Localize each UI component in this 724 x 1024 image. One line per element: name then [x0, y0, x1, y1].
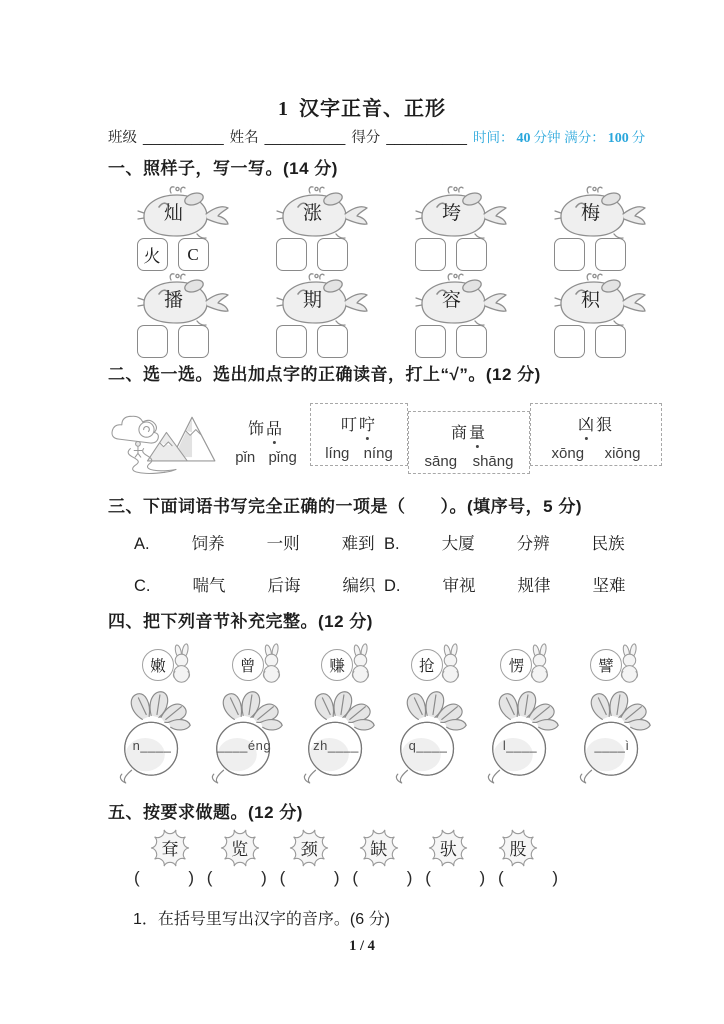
initial-box — [178, 325, 209, 358]
radical-box — [276, 238, 307, 271]
whale-character: 灿 — [163, 203, 183, 224]
badge-character: 览 — [231, 839, 249, 859]
time-unit: 分钟 — [533, 130, 561, 145]
word-char: 商 — [450, 425, 469, 442]
answer-parentheses — [352, 868, 412, 888]
word-with-dot — [409, 420, 529, 443]
section3-heading: 三、下面词语书写完全正确的一项是（ ）。(填序号，5 分) — [108, 497, 582, 516]
whale-item — [403, 184, 521, 269]
pinyin-options — [311, 445, 407, 462]
whale-character: 期 — [302, 290, 322, 311]
pinyin-option: pǐng — [268, 449, 297, 466]
option-word: 大厦 — [441, 535, 475, 553]
radish-icon — [296, 688, 384, 786]
pinyin-group — [408, 411, 530, 474]
option-word: 一则 — [266, 535, 300, 553]
whale-icon — [413, 271, 513, 329]
initial-box — [595, 325, 626, 358]
flower-badge-icon — [212, 822, 268, 874]
syllable-blank: n____ — [132, 738, 172, 753]
word-char: 饰 — [247, 421, 266, 438]
whale-item — [403, 271, 521, 356]
pinyin-options — [222, 449, 310, 466]
section1-heading: 一、照样子，写一写。(14 分) — [108, 159, 338, 178]
whale-character: 梅 — [580, 203, 600, 224]
radical-box — [276, 325, 307, 358]
whale-character: 播 — [163, 290, 183, 311]
initial-box — [317, 238, 348, 271]
pinyin-option: sāng — [424, 453, 458, 470]
whale-character: 容 — [441, 290, 461, 311]
name-label: 姓名 — [229, 130, 259, 146]
character-with-rabbit — [232, 640, 296, 690]
syllable-character: 抢 — [411, 649, 443, 681]
syllable-blank: q____ — [408, 738, 448, 753]
syllable-blank: zh____ — [313, 738, 359, 753]
whale-item — [542, 271, 660, 356]
answer-boxes — [415, 325, 521, 358]
radical-box — [137, 238, 168, 271]
mountain-scene-icon — [104, 404, 226, 478]
lesson-number: 1 — [278, 98, 289, 120]
name-blank: __________ — [264, 130, 346, 146]
option-word: 喘气 — [192, 577, 226, 595]
answer-boxes — [554, 325, 660, 358]
option-word: 分辨 — [516, 535, 550, 553]
pinyin-option: shāng — [472, 453, 514, 470]
whale-icon — [552, 271, 652, 329]
initial-box — [178, 238, 209, 271]
badge-character: 颈 — [300, 839, 318, 859]
whale-icon — [413, 184, 513, 242]
choice-option-c — [134, 572, 384, 596]
section4-heading: 四、把下列音节补充完整。(12 分) — [108, 612, 373, 631]
radish-syllables-row — [112, 688, 660, 786]
word-char: 狠 — [596, 417, 615, 434]
answer-boxes — [137, 325, 243, 358]
badge-character: 缺 — [370, 839, 388, 859]
class-blank: __________ — [143, 130, 224, 146]
whale-icon — [552, 184, 652, 242]
flower-badge-icon — [281, 822, 337, 874]
paren-close: ) — [479, 868, 486, 887]
whale-icon — [135, 184, 235, 242]
word-with-dot — [531, 412, 661, 435]
word-with-dot — [311, 412, 407, 435]
pinyin-options — [531, 445, 661, 462]
badge-character: 股 — [509, 839, 527, 859]
time-value: 40 — [516, 131, 531, 146]
character-with-rabbit — [142, 640, 206, 690]
paren-close: ) — [188, 868, 194, 887]
whale-icon — [135, 271, 235, 329]
badge-character: 驮 — [439, 839, 457, 859]
radical-box — [415, 238, 446, 271]
page-number: 1 / 4 — [349, 938, 375, 954]
word-char-dotted: 量 — [469, 420, 487, 443]
class-label: 班级 — [108, 130, 137, 146]
whale-exercise-grid — [114, 184, 670, 356]
radical-box — [554, 325, 585, 358]
pinyin-group — [530, 403, 662, 466]
character-with-rabbit — [500, 640, 564, 690]
paren-open: ( — [206, 868, 213, 887]
whale-item — [125, 184, 243, 269]
paren-open: ( — [425, 868, 431, 887]
word-char-dotted: 咛 — [359, 412, 377, 435]
option-word: 编织 — [342, 577, 376, 595]
option-word: 难到 — [341, 535, 375, 553]
paren-close: ) — [552, 868, 558, 887]
choice-row — [134, 530, 662, 554]
initial-box — [456, 325, 487, 358]
word-char: 叮 — [340, 417, 359, 434]
flower-badge-icon — [490, 822, 546, 874]
whale-icon — [274, 271, 374, 329]
initial-box — [456, 238, 487, 271]
pinyin-choice-zone — [104, 398, 660, 488]
paren-open: ( — [497, 868, 504, 887]
syllable-character: 愣 — [500, 649, 532, 681]
time-fullmark-note — [473, 126, 645, 147]
paren-open: ( — [134, 868, 140, 887]
pinyin-group — [222, 411, 310, 474]
character-with-rabbit — [321, 640, 385, 690]
answer-boxes — [137, 238, 243, 271]
initial-box — [317, 325, 348, 358]
subquestion-1: 1．在括号里写出汉字的音序。(6 分) — [133, 911, 390, 928]
flower-badge-icon — [420, 822, 476, 874]
syllable-blank: ____éng — [216, 738, 272, 753]
initial-value: C — [187, 244, 199, 264]
syllable-blank: ____ì — [594, 738, 630, 753]
choice-row — [134, 572, 662, 596]
option-word: 饲养 — [191, 535, 225, 553]
pinyin-groups — [222, 398, 662, 474]
word-with-dot — [222, 416, 310, 439]
whale-item — [542, 184, 660, 269]
syllable-character: 赚 — [321, 649, 353, 681]
syllable-characters-row — [142, 640, 654, 690]
pinyin-option: xōng — [551, 445, 585, 462]
section2-heading: 二、选一选。选出加点字的正确读音，打上“√”。(12 分) — [108, 365, 541, 384]
word-char-dotted: 品 — [266, 416, 284, 439]
answer-parentheses — [207, 868, 267, 888]
time-label: 时间： — [472, 130, 514, 145]
student-info-line — [108, 126, 646, 147]
radical-box — [137, 325, 168, 358]
paren-close: ) — [261, 868, 267, 887]
radish-icon — [572, 688, 660, 786]
whale-icon — [274, 184, 374, 242]
score-blank: __________ — [386, 130, 467, 146]
answer-parentheses — [280, 868, 340, 888]
fullmark-value: 100 — [607, 131, 629, 146]
option-label: D. — [384, 577, 401, 595]
character-with-rabbit — [411, 640, 475, 690]
paren-open: ( — [352, 868, 359, 887]
pinyin-option: líng — [325, 445, 350, 462]
radical-value: 火 — [143, 247, 161, 266]
answer-parentheses-row — [134, 868, 558, 888]
whale-item — [264, 271, 382, 356]
pinyin-option: níng — [363, 445, 393, 462]
option-word: 坚难 — [592, 577, 626, 595]
flower-badge-icon — [142, 822, 198, 874]
pinyin-option: pǐn — [235, 449, 256, 466]
syllable-character: 曾 — [232, 649, 264, 681]
choice-option-d — [384, 572, 662, 596]
radish-icon — [112, 688, 200, 786]
option-label: B. — [384, 535, 400, 553]
option-word: 后诲 — [267, 577, 301, 595]
answer-parentheses — [498, 868, 558, 888]
badge-character: 耷 — [161, 839, 179, 859]
paren-close: ) — [406, 868, 413, 887]
radish-icon — [480, 688, 568, 786]
paren-open: ( — [279, 868, 286, 887]
radical-box — [415, 325, 446, 358]
pinyin-option: xiōng — [604, 445, 641, 462]
option-word: 规律 — [517, 577, 551, 595]
syllable-character: 譬 — [590, 649, 622, 681]
option-label: C. — [134, 577, 151, 595]
whale-item — [264, 184, 382, 269]
flower-characters-row — [142, 822, 546, 874]
pinyin-group — [310, 403, 408, 466]
page-title — [0, 92, 724, 121]
character-with-rabbit — [590, 640, 654, 690]
flower-badge-icon — [351, 822, 407, 874]
whale-item — [125, 271, 243, 356]
score-label: 得分 — [351, 130, 381, 146]
fullmark-unit: 分 — [631, 130, 646, 145]
whale-character: 涨 — [302, 203, 322, 224]
whale-character: 积 — [580, 290, 600, 311]
whale-character: 垮 — [441, 203, 461, 224]
fullmark-label: 满分： — [564, 130, 605, 145]
radical-box — [554, 238, 585, 271]
paren-close: ) — [333, 868, 340, 887]
answer-boxes — [554, 238, 660, 271]
word-char-dotted: 凶 — [578, 412, 596, 435]
option-word: 民族 — [591, 535, 625, 553]
pinyin-options — [409, 453, 529, 470]
syllable-blank: l____ — [502, 738, 538, 753]
initial-box — [595, 238, 626, 271]
syllable-character: 嫩 — [142, 649, 174, 681]
answer-boxes — [415, 238, 521, 271]
radish-icon — [388, 688, 476, 786]
answer-parentheses — [134, 868, 194, 888]
lesson-title: 汉字正音、正形 — [299, 98, 446, 120]
choice-option-b — [384, 530, 662, 554]
radish-icon — [204, 688, 292, 786]
answer-parentheses — [425, 868, 485, 888]
option-label: A. — [134, 535, 150, 553]
section5-heading: 五、按要求做题。(12 分) — [108, 803, 303, 822]
answer-boxes — [276, 325, 382, 358]
answer-boxes — [276, 238, 382, 271]
choice-option-a — [134, 530, 384, 554]
option-word: 审视 — [442, 577, 476, 595]
